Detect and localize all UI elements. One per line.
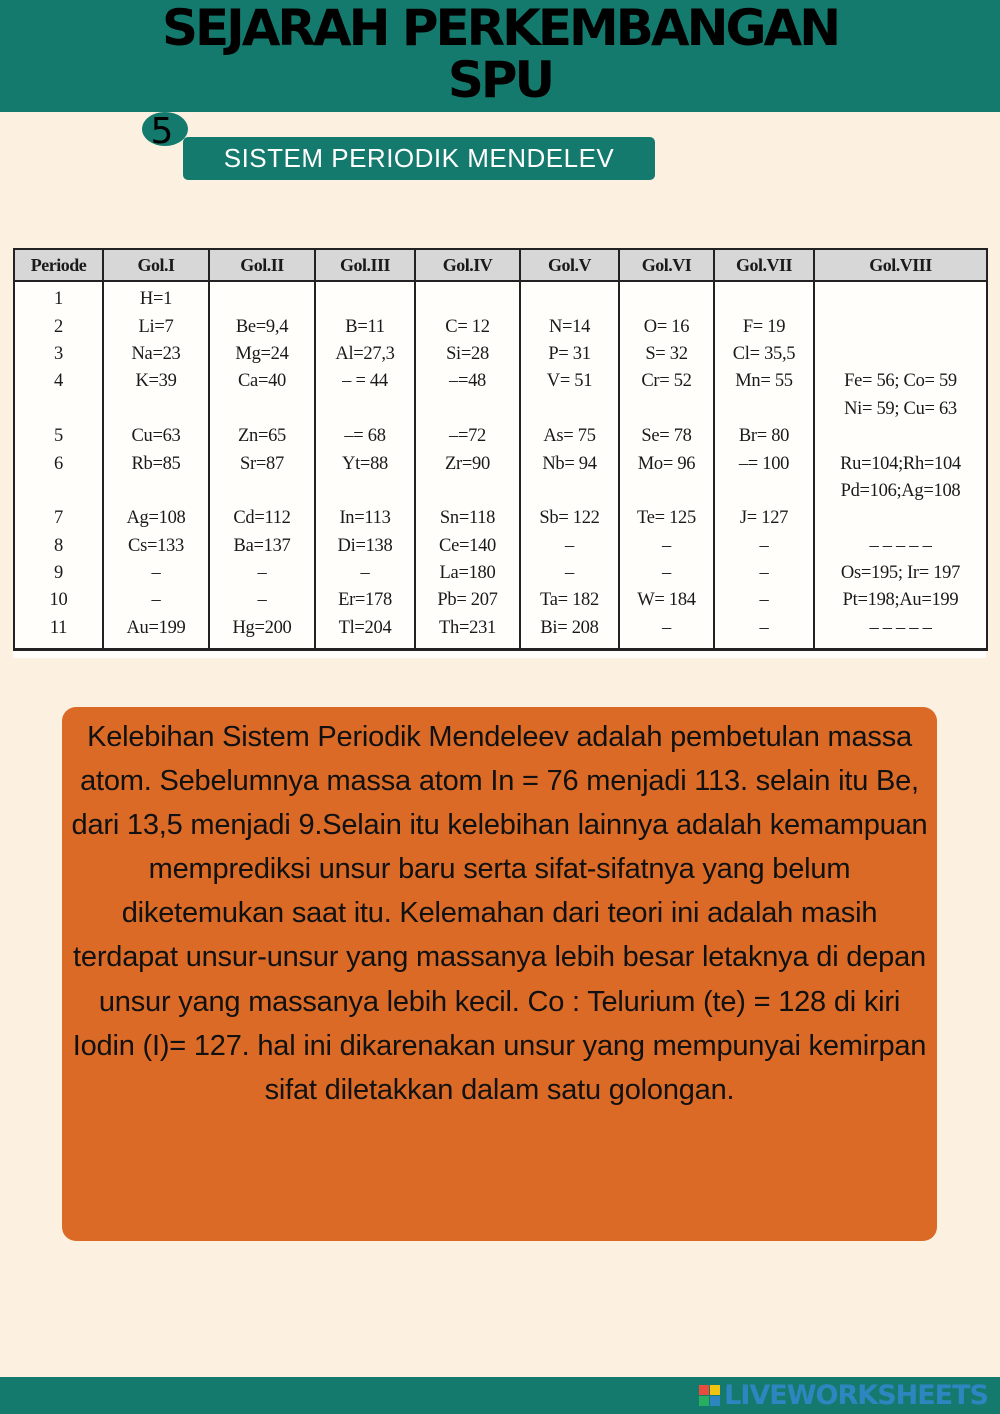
table-cell: Yt=88	[315, 450, 415, 477]
table-cell: Fe= 56; Co= 59	[814, 368, 987, 395]
table-cell	[520, 281, 619, 313]
title-line-1: SEJARAH PERKEMBANGAN	[161, 0, 839, 57]
table-cell	[14, 396, 103, 423]
table-cell: 3	[14, 341, 103, 368]
table-row	[14, 341, 987, 368]
table-cell	[415, 281, 520, 313]
table-cell: 2	[14, 313, 103, 340]
liveworksheets-logo-text: LIVEWORKSHEETS	[724, 1380, 988, 1411]
table-cell: Os=195; Ir= 197	[814, 560, 987, 587]
section-label: SISTEM PERIODIK MENDELEV	[183, 137, 655, 180]
table-cell	[814, 423, 987, 450]
table-cell: Bi= 208	[520, 615, 619, 650]
table-cell: 7	[14, 505, 103, 532]
table-cell	[814, 313, 987, 340]
table-cell	[103, 478, 209, 505]
table-cell: As= 75	[520, 423, 619, 450]
table-cell: –	[103, 560, 209, 587]
table-cell: 1	[14, 281, 103, 313]
table-row	[14, 313, 987, 340]
table-cell: V= 51	[520, 368, 619, 395]
table-cell: Ru=104;Rh=104	[814, 450, 987, 477]
table-cell: Cs=133	[103, 533, 209, 560]
table-cell: C= 12	[415, 313, 520, 340]
table-row	[14, 560, 987, 587]
table-cell	[714, 478, 814, 505]
table-row	[14, 478, 987, 505]
logo-square	[699, 1396, 709, 1406]
logo-square	[710, 1385, 720, 1395]
table-cell: 5	[14, 423, 103, 450]
table-cell: –	[209, 560, 315, 587]
table-cell	[209, 478, 315, 505]
table-cell: 8	[14, 533, 103, 560]
table-cell	[714, 396, 814, 423]
table-row	[14, 533, 987, 560]
table-cell: Ca=40	[209, 368, 315, 395]
table-cell	[209, 281, 315, 313]
table-cell: K=39	[103, 368, 209, 395]
table-cell: Be=9,4	[209, 313, 315, 340]
table-cell: Pb= 207	[415, 587, 520, 614]
table-cell: –	[714, 587, 814, 614]
table-cell: Di=138	[315, 533, 415, 560]
table-cell: –	[520, 560, 619, 587]
table-row	[14, 450, 987, 477]
table-cell: 4	[14, 368, 103, 395]
table-cell: –	[619, 560, 714, 587]
table-cell	[209, 396, 315, 423]
table-row	[14, 281, 987, 313]
table-cell: Na=23	[103, 341, 209, 368]
table-cell: Pt=198;Au=199	[814, 587, 987, 614]
column-header: Gol.I	[103, 249, 209, 281]
table-cell: Mo= 96	[619, 450, 714, 477]
table-cell: –	[315, 560, 415, 587]
table-cell: –	[714, 533, 814, 560]
table-cell: La=180	[415, 560, 520, 587]
table-cell: – – – – –	[814, 533, 987, 560]
table-cell: S= 32	[619, 341, 714, 368]
table-cell: Er=178	[315, 587, 415, 614]
table-cell	[103, 396, 209, 423]
column-header: Gol.IV	[415, 249, 520, 281]
table-cell: 10	[14, 587, 103, 614]
table-cell: 6	[14, 450, 103, 477]
table-cell: –	[520, 533, 619, 560]
table-cell: H=1	[103, 281, 209, 313]
table-cell: Al=27,3	[315, 341, 415, 368]
table-cell: Br= 80	[714, 423, 814, 450]
column-header: Gol.III	[315, 249, 415, 281]
table-cell: Rb=85	[103, 450, 209, 477]
table-cell: Ni= 59; Cu= 63	[814, 396, 987, 423]
explanation-text: Kelebihan Sistem Periodik Mendeleev adalah pembetulan massa atom. Sebelumnya massa atom In = 76 menjadi 113. selain itu Be, dari 13,5 menjadi 9.Selain itu kelebihan lainnya adalah kemampuan memprediksi unsur baru serta sifat-sifatnya yang belum diketemukan saat itu. Kelemahan dari teori ini adalah masih terdapat unsur-unsur yang massanya lebih besar letaknya di depan unsur yang massanya lebih kecil. Co : Telurium (te) = 128 di kiri Iodin (I)= 127. hal ini dikarenakan unsur yang mempunyai kemirpan sifat diletakkan dalam satu golongan.	[71, 721, 928, 1106]
table-cell	[619, 478, 714, 505]
table-cell	[415, 478, 520, 505]
table-cell: Nb= 94	[520, 450, 619, 477]
table-cell: –	[714, 615, 814, 650]
table-cell: Sb= 122	[520, 505, 619, 532]
table-cell	[714, 281, 814, 313]
column-header: Gol.VI	[619, 249, 714, 281]
table-row	[14, 368, 987, 395]
column-header: Gol.VII	[714, 249, 814, 281]
table-cell: 9	[14, 560, 103, 587]
table-cell: Cu=63	[103, 423, 209, 450]
table-cell: Sn=118	[415, 505, 520, 532]
table-cell: Ta= 182	[520, 587, 619, 614]
table-cell: Se= 78	[619, 423, 714, 450]
column-header: Gol.V	[520, 249, 619, 281]
table-cell: J= 127	[714, 505, 814, 532]
table-cell: Th=231	[415, 615, 520, 650]
table-cell	[619, 396, 714, 423]
table-cell: Si=28	[415, 341, 520, 368]
table-cell: 11	[14, 615, 103, 650]
table-cell: Zr=90	[415, 450, 520, 477]
table-cell: –	[714, 560, 814, 587]
table-cell	[14, 478, 103, 505]
liveworksheets-logo-icon	[699, 1385, 720, 1406]
table-cell: Cl= 35,5	[714, 341, 814, 368]
table-cell	[315, 396, 415, 423]
table-cell: – = 44	[315, 368, 415, 395]
logo-square	[710, 1396, 720, 1406]
table-cell: Li=7	[103, 313, 209, 340]
column-header: Periode	[14, 249, 103, 281]
table-cell: – – – – –	[814, 615, 987, 650]
table-cell: N=14	[520, 313, 619, 340]
table-cell: –	[619, 615, 714, 650]
table-row	[14, 505, 987, 532]
table-cell: P= 31	[520, 341, 619, 368]
table-cell: In=113	[315, 505, 415, 532]
liveworksheets-logo[interactable]	[699, 1377, 988, 1414]
table-cell: O= 16	[619, 313, 714, 340]
table-cell: –=48	[415, 368, 520, 395]
table-cell	[814, 281, 987, 313]
table-header-row	[14, 249, 987, 281]
table-cell: Hg=200	[209, 615, 315, 650]
title-line-2: SPU	[447, 51, 553, 109]
section-number-badge: 5	[142, 112, 188, 146]
table-cell: Mn= 55	[714, 368, 814, 395]
table-row	[14, 615, 987, 650]
table-cell: –=72	[415, 423, 520, 450]
table-cell	[415, 396, 520, 423]
table-cell: W= 184	[619, 587, 714, 614]
table-cell: –= 68	[315, 423, 415, 450]
table-row	[14, 587, 987, 614]
table-cell	[315, 478, 415, 505]
table-cell: –	[103, 587, 209, 614]
table-cell: Sr=87	[209, 450, 315, 477]
table-cell: Au=199	[103, 615, 209, 650]
table-row	[14, 423, 987, 450]
table-cell: Ce=140	[415, 533, 520, 560]
table-row	[14, 396, 987, 423]
mendeleev-periodic-table	[13, 248, 988, 651]
column-header: Gol.VIII	[814, 249, 987, 281]
table-cell	[814, 505, 987, 532]
table-body	[14, 281, 987, 650]
table-cell	[520, 396, 619, 423]
table-cell: Mg=24	[209, 341, 315, 368]
table-cell	[315, 281, 415, 313]
table-cell: Cr= 52	[619, 368, 714, 395]
table-cell	[619, 281, 714, 313]
explanation-box	[62, 707, 937, 1241]
table-cell	[520, 478, 619, 505]
table-cell: Cd=112	[209, 505, 315, 532]
table-cell: Pd=106;Ag=108	[814, 478, 987, 505]
page-title	[0, 0, 1000, 109]
table-cell: F= 19	[714, 313, 814, 340]
table-cell	[814, 341, 987, 368]
table-cell: Ba=137	[209, 533, 315, 560]
column-header: Gol.II	[209, 249, 315, 281]
table-cell: Te= 125	[619, 505, 714, 532]
table-cell: Zn=65	[209, 423, 315, 450]
table-cell: Ag=108	[103, 505, 209, 532]
table-cell: B=11	[315, 313, 415, 340]
mendeleev-table-container	[13, 248, 986, 658]
table-cell: –	[209, 587, 315, 614]
table-cell: Tl=204	[315, 615, 415, 650]
table-cell: –	[619, 533, 714, 560]
logo-square	[699, 1385, 709, 1395]
table-cell: –= 100	[714, 450, 814, 477]
